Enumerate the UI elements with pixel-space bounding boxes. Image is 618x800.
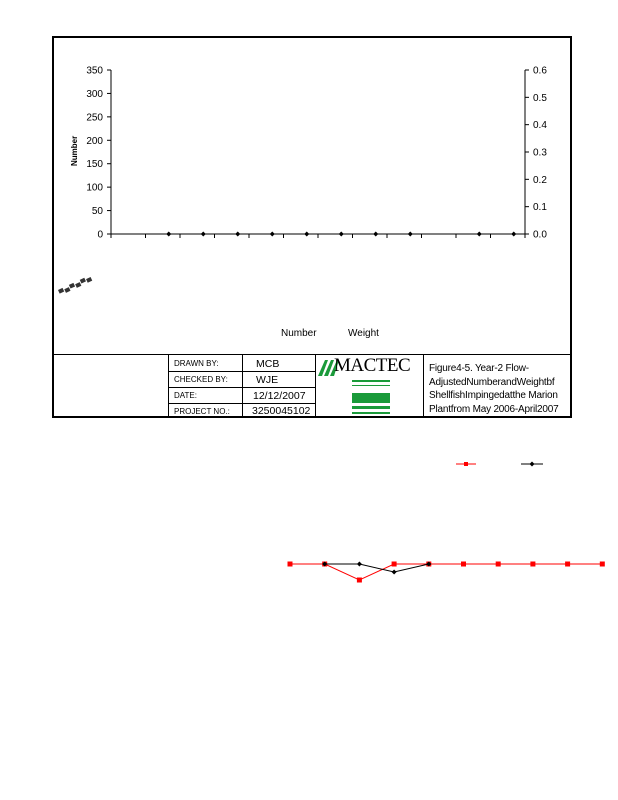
data-point-marker (270, 232, 275, 237)
figure-frame (52, 36, 572, 418)
legend-artifact-graphic (58, 275, 92, 295)
drawn-by-value: MCB (256, 358, 280, 370)
title-block-top-rule (54, 354, 570, 355)
checked-by-value: WJE (256, 374, 279, 386)
y2-tick-label: 0.4 (533, 120, 547, 132)
title-block-divider (168, 354, 169, 418)
overflow-red-marker (357, 578, 362, 583)
y-tick-label: 350 (86, 65, 103, 77)
data-point-marker (201, 232, 206, 237)
artifact-stroke (58, 288, 64, 294)
y-tick-label: 150 (86, 159, 103, 171)
overflow-red-line (290, 564, 602, 580)
logo-bars-graphic (350, 378, 392, 418)
y-tick-label: 300 (86, 88, 103, 100)
overflow-black-marker (392, 570, 397, 575)
overflow-red-marker (496, 562, 501, 567)
y-tick-label: 50 (91, 206, 103, 218)
data-point-marker (408, 232, 413, 237)
overflow-red-marker (392, 562, 397, 567)
caption-line: ShellfishImpingedatthe Marion (429, 390, 558, 401)
y2-tick-label: 0.6 (533, 65, 547, 77)
legend-marker-red (464, 462, 468, 466)
title-block-row-rule (168, 371, 315, 372)
y2-tick-label: 0.2 (533, 174, 547, 186)
y2-tick-label: 0.0 (533, 229, 547, 241)
caption-line: Plantfrom May 2006-April2007 (429, 403, 559, 415)
artifact-stroke (80, 278, 86, 284)
mactec-logo-text: MACTEC (334, 355, 411, 376)
title-block-divider (423, 354, 424, 418)
artifact-stroke (69, 283, 75, 289)
y2-tick-label: 0.3 (533, 147, 547, 159)
artifact-stroke (86, 277, 92, 283)
y2-tick-label: 0.5 (533, 92, 547, 104)
overflow-red-marker (565, 562, 570, 567)
project-number-label: PROJECT NO.: (174, 407, 230, 416)
data-point-marker (477, 232, 482, 237)
legend-marker-black (530, 462, 535, 467)
date-label: DATE: (174, 391, 197, 400)
date-value: 12/12/2007 (253, 390, 306, 402)
overflow-red-marker (288, 562, 293, 567)
overflow-red-marker (530, 562, 535, 567)
artifact-stroke (64, 287, 70, 293)
legend-label-weight: Weight (348, 328, 379, 339)
y-tick-label: 200 (86, 135, 103, 147)
y-tick-label: 250 (86, 112, 103, 124)
title-block-row-rule (168, 387, 315, 388)
figure-caption (429, 362, 579, 416)
caption-line: AdjustedNumberandWeightbf (429, 376, 555, 388)
project-number-value: 3250045102 (252, 405, 311, 417)
y-axis-label: Number (70, 135, 79, 166)
overflow-red-marker (461, 562, 466, 567)
data-point-marker (511, 232, 516, 237)
data-point-marker (304, 232, 309, 237)
y-tick-label: 0 (97, 229, 103, 241)
checked-by-label: CHECKED BY: (174, 375, 228, 384)
drawn-by-label: DRAWN BY: (174, 359, 219, 368)
data-point-marker (373, 232, 378, 237)
y2-tick-label: 0.1 (533, 202, 547, 214)
overflow-red-marker (600, 562, 605, 567)
legend-label-number: Number (281, 328, 317, 339)
overflow-chart-graphics (0, 440, 618, 600)
overflow-black-marker (357, 562, 362, 567)
data-point-marker (339, 232, 344, 237)
data-point-marker (235, 232, 240, 237)
caption-line: Figure4-5. Year-2 Flow- (429, 363, 529, 374)
title-block-divider (242, 354, 243, 418)
artifact-stroke (75, 282, 81, 288)
data-point-marker (166, 232, 171, 237)
title-block-row-rule (168, 403, 315, 404)
y-tick-label: 100 (86, 182, 103, 194)
chart-area (54, 38, 570, 416)
